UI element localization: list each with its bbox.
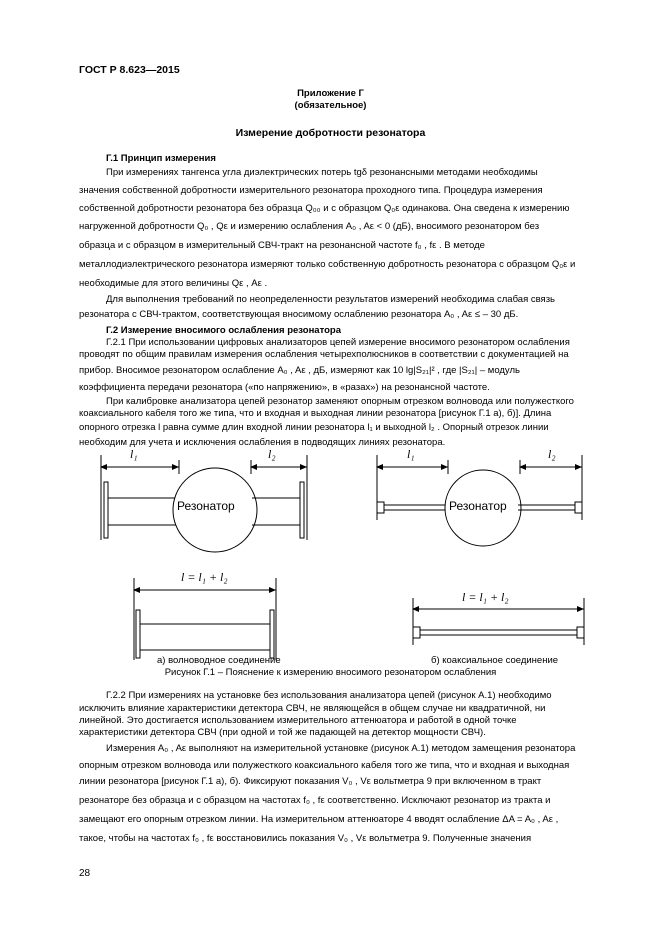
g22-line-4: характеристики детектора СВЧ (при одной и той же падающей на детектор мощности СВЧ). (79, 727, 486, 738)
g22-line-9: замещают его опорным отрезком линии. На измерительном аттенюаторе 4 вводят ослабление ΔA = A₀ , Aε , (79, 814, 559, 825)
g1-line-6: металлодиэлектрического резонатора измеряют только собственную добротность резонатора с образцом Q₀ε и (79, 259, 576, 270)
cal-line-4: необходим для учета и исключения ослабления в подводящих линиях резонатора. (79, 437, 446, 448)
fig-a-l1-label: l₁ (130, 447, 138, 461)
g1-line-4: нагруженной добротности Q₀ , Qε и измерению ослабления A₀ , Aε < 0 (дБ), вносимого резонатором без (79, 221, 540, 232)
cal-line-3: опорного отрезка l равна сумме длин входной линии резонатора l₁ и выходной l₂ . Опорный отрезок линии (79, 422, 549, 433)
fig-a-reference-waveguide (134, 578, 276, 660)
section-title: Измерение добротности резонатора (235, 127, 426, 139)
g22-line-2: исключить влияние характеристики детектора СВЧ, не являющейся в общем случае ни квадратичной, ни (79, 703, 546, 714)
caption-a: а) волноводное соединение (157, 655, 281, 666)
g21-line-4: коэффициента передачи резонатора («по напряжению», в «разах») на резонансной частоте. (79, 382, 490, 393)
cal-line-1: При калибровке анализатора цепей резонатор заменяют опорным отрезком волновода или полужесткого (106, 396, 574, 407)
fig-a-l2-label: l₂ (268, 447, 276, 461)
g22-line-5: Измерения A₀ , Aε выполняют на измерительной установке (рисунок А.1) методом замещения резонатора (106, 743, 576, 754)
fig-a-sum-label: l = l₁ + l₂ (181, 570, 228, 584)
g21-line-2: проводят по общим правилам измерения ослабления четырехполюсников в соответствии с документацией на (79, 349, 569, 360)
g1-line-3: собственной добротности резонатора без образца Q₀₀ и с образцом Q₀ε одинакова. Она сведена к измерению (79, 203, 570, 214)
fig-b-l1-label: l₁ (407, 447, 415, 461)
g1-line-7: необходимые для этого величины Qε , Aε . (79, 278, 268, 289)
fig-b-resonator-label: Резонатор (449, 499, 507, 513)
g1-para2-line-2: резонатора с СВЧ-трактом, соответствующая вносимому ослаблению резонатора A₀ , Aε ≤ – 30 дБ. (79, 309, 519, 320)
fig-b-l2-label: l₂ (548, 447, 556, 461)
g22-line-10: такое, чтобы на частотах f₀ , fε восстановились показания V₀ , Vε вольтметра 9. Полученные значения (79, 833, 532, 844)
fig-a-resonator-label: Резонатор (177, 499, 235, 513)
g1-line-2: значения собственной добротности измерительного резонатора проходного типа. Процедура измерения (79, 185, 543, 196)
page-number: 28 (79, 868, 91, 879)
g1-line-5: образца и с образцом в измерительный СВЧ-тракт на резонансной частоте f₀ , fε . В методе (79, 240, 485, 251)
g22-line-8: резонаторе без образца и с образцом на частотах f₀ , fε соответственно. Исключают резонатор из тракта и (79, 795, 551, 806)
appendix-title: Приложение Г (297, 88, 364, 99)
standard-header: ГОСТ Р 8.623—2015 (79, 64, 180, 76)
g1-heading: Г.1 Принцип измерения (106, 153, 216, 164)
g21-line-3: прибор. Вносимое резонатором ослабление A₀ , Aε , дБ, измеряют как 10 lg|S₂₁|² , где |S₂₁| – модуль (79, 365, 520, 376)
appendix-status: (обязательное) (294, 100, 367, 111)
fig-b-reference-coax (413, 598, 584, 645)
g22-line-1: Г.2.2 При измерениях на установке без использования анализатора цепей (рисунок А.1) необходимо (106, 690, 552, 701)
figure-caption: Рисунок Г.1 – Пояснение к измерению вносимого резонатором ослабления (164, 667, 497, 678)
g22-line-6: опорным отрезком волновода или полужесткого коаксиального кабеля того же типа, что и входная и выходная (79, 760, 570, 771)
g2-heading: Г.2 Измерение вносимого ослабления резонатора (106, 325, 342, 336)
g1-para2-line-1: Для выполнения требований по неопределенности результатов измерений необходима слабая связь (106, 294, 556, 305)
g1-line-1: При измерениях тангенса угла диэлектрических потерь tgδ резонансными методами необходимы (106, 167, 538, 178)
cal-line-2: коаксиального кабеля того же типа, что и входная и выходная линии резонатора [рисунок Г.1 а), б)]. Длина (79, 408, 552, 419)
g22-line-3: линейной. Это достигается использованием измерительного аттенюатора и работой в одной точке (79, 715, 517, 726)
g21-line-1: Г.2.1 При использовании цифровых анализаторов цепей измерение вносимого резонатором ослабления (106, 337, 570, 348)
caption-b: б) коаксиальное соединение (431, 655, 559, 666)
fig-b-sum-label: l = l₁ + l₂ (462, 590, 509, 604)
g22-line-7: линии резонатора [рисунок Г.1 а), б). Фиксируют показания V₀ , Vε вольтметра 9 при включенном в тракт (79, 776, 542, 787)
